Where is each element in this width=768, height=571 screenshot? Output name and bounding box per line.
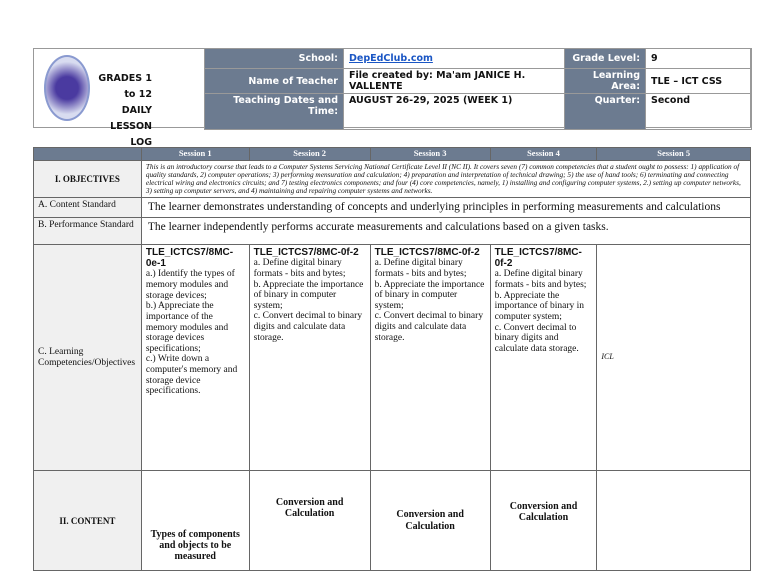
content-standard-label: A. Content Standard <box>34 198 142 218</box>
content-cell <box>597 471 751 571</box>
content-standard-row <box>34 198 751 218</box>
deped-logo <box>44 55 90 121</box>
session-header: Session 4 <box>490 148 597 161</box>
performance-standard-label: B. Performance Standard <box>34 218 142 245</box>
competency-text: a.) Identify the types of memory modules and storage devices; b.) Appreciate the importance of the memory modules and storage devices specifications; c.) Write down a computer's memory and storage device specifications. <box>145 269 238 397</box>
session-header: Session 2 <box>249 148 370 161</box>
competency-code: TLE_ICTCS7/8MC-0f-2 <box>494 247 582 270</box>
session-header: Session 1 <box>141 148 249 161</box>
content-cell: Conversion and Calculation <box>490 471 597 571</box>
corner-cell <box>34 148 142 161</box>
header-block <box>33 48 751 148</box>
content-label: II. CONTENT <box>34 471 142 571</box>
grade-label: Grade Level: <box>565 49 646 69</box>
session-header: Session 5 <box>597 148 751 161</box>
competency-cell: ICL <box>597 245 751 471</box>
competency-text: a. Define digital binary formats - bits and bytes; b. Appreciate the importance of binary in computer system; c. Convert decimal to binary digits and calculate data storage. <box>494 269 587 354</box>
school-value[interactable] <box>344 49 565 69</box>
content-cell: Conversion and Calculation <box>249 471 370 571</box>
competency-cell <box>249 245 370 471</box>
performance-standard-row <box>34 218 751 245</box>
content-row <box>34 471 751 571</box>
competency-text: a. Define digital binary formats - bits and bytes; b. Appreciate the importance of binary in computer system; c. Convert decimal to binary digits and calculate data storage. <box>374 258 485 343</box>
competency-code: TLE_ICTCS7/8MC-0e-1 <box>145 247 234 270</box>
school-label: School: <box>205 49 344 69</box>
competency-cell <box>141 245 249 471</box>
school-link[interactable]: DepEdClub.com <box>349 53 433 64</box>
content-cell: Types of components and objects to be measured <box>141 471 249 571</box>
teacher-label: Name of Teacher <box>205 69 344 94</box>
competency-code: TLE_ICTCS7/8MC-0f-2 <box>253 247 359 259</box>
title-line-1: GRADES 1 to 12 <box>98 73 152 100</box>
dates-label: Teaching Dates and Time: <box>205 94 344 130</box>
teacher-value: File created by: Ma'am JANICE H. VALLENTE <box>344 69 565 94</box>
competency-code: TLE_ICTCS7/8MC-0f-2 <box>374 247 480 259</box>
competency-cell <box>370 245 490 471</box>
objectives-label: I. OBJECTIVES <box>34 160 142 198</box>
session-header: Session 3 <box>370 148 490 161</box>
competency-cell <box>490 245 597 471</box>
session-header-row <box>34 148 751 161</box>
objectives-row <box>34 160 751 198</box>
content-cell: Conversion and Calculation <box>370 471 490 571</box>
page-title <box>92 71 152 151</box>
content-standard-text: The learner demonstrates understanding of concepts and underlying principles in performing measurements and calculations <box>141 198 750 218</box>
header-table <box>204 48 752 130</box>
competencies-row <box>34 245 751 471</box>
dates-value: AUGUST 26-29, 2025 (WEEK 1) <box>344 94 565 130</box>
title-line-2: DAILY LESSON LOG <box>110 105 152 148</box>
objectives-text: This is an introductory course that leads to a Computer Systems Servicing National Certificate Level II (NC II). It covers seven (7) common competencies that a student ought to possess: 1) application of quality standards, 2) computer operations; 3) performing mensuration and calculation; 4) preparation and interpretation of technical drawing; 5) the use of hand tools; 6) terminating and connecting electrical wiring and electronics circuits; and 7) testing electronics components; and four (4) core competencies, namely, 1) installing and configuring computer systems, 2.) setting up computer networks, 3) setting up computer servers, and 4) maintaining and repairing computer systems and networks. <box>141 160 750 198</box>
competency-text: a. Define digital binary formats - bits and bytes; b. Appreciate the importance of binary in computer system; c. Convert decimal to binary digits and calculate data storage. <box>253 258 364 343</box>
grade-value: 9 <box>646 49 752 69</box>
area-value: TLE – ICT CSS <box>646 69 752 94</box>
quarter-label: Quarter: <box>565 94 646 130</box>
performance-standard-text: The learner independently performs accurate measurements and calculations based on a given tasks. <box>141 218 750 245</box>
lesson-table <box>33 147 751 571</box>
quarter-value: Second <box>646 94 752 130</box>
competencies-label: C. Learning Competencies/Objectives <box>34 245 142 471</box>
area-label: Learning Area: <box>565 69 646 94</box>
